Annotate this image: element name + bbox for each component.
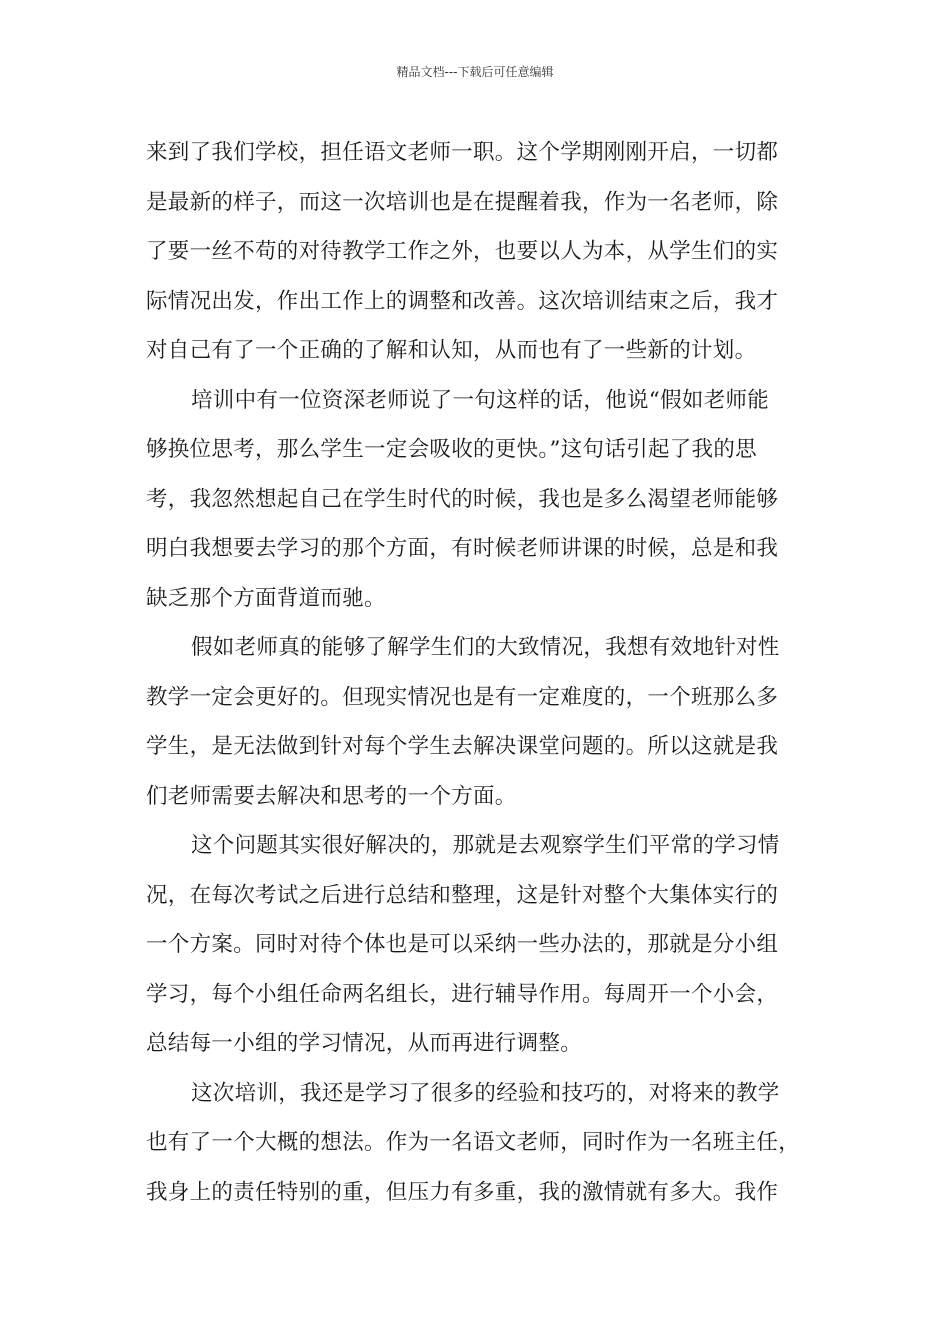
text-line: 们老师需要去解决和思考的一个方面。 bbox=[146, 783, 517, 809]
text-line: 来到了我们学校，担任语文老师一职。这个学期刚刚开启，一切都 bbox=[146, 140, 779, 165]
text-line: 考，我忽然想起自己在学生时代的时候，我也是多么渴望老师能够 bbox=[146, 486, 779, 512]
paragraph-4 bbox=[146, 821, 830, 1069]
text-line: 了要一丝不苟的对待教学工作之外，也要以人为本，从学生们的实 bbox=[146, 239, 779, 264]
paragraph-3 bbox=[146, 623, 830, 821]
text-line: 是最新的样子，而这一次培训也是在提醒着我，作为一名老师，除 bbox=[146, 189, 779, 215]
text-line: 也有了一个大概的想法。作为一名语文老师，同时作为一名班主任， bbox=[146, 1130, 801, 1155]
text-line: 培训中有一位资深老师说了一句这样的话，他说“假如老师能 bbox=[191, 387, 770, 413]
text-line: 学习，每个小组任命两名组长，进行辅导作用。每周开一个小会， bbox=[146, 981, 779, 1007]
text-line: 况，在每次考试之后进行总结和整理，这是针对整个大集体实行的 bbox=[146, 882, 779, 908]
page-header: 精品文档---下载后可任意编辑 bbox=[396, 65, 554, 79]
text-line: 缺乏那个方面背道而驰。 bbox=[146, 585, 386, 611]
document-body bbox=[146, 128, 830, 1217]
text-line: 教学一定会更好的。但现实情况也是有一定难度的，一个班那么多 bbox=[146, 684, 779, 710]
text-line: 一个方案。同时对待个体也是可以采纳一些办法的，那就是分小组 bbox=[146, 932, 779, 957]
text-line: 这次培训，我还是学习了很多的经验和技巧的，对将来的教学 bbox=[191, 1080, 780, 1106]
text-line: 对自己有了一个正确的了解和认知，从而也有了一些新的计划。 bbox=[146, 338, 757, 363]
text-line: 际情况出发，作出工作上的调整和改善。这次培训结束之后，我才 bbox=[146, 288, 779, 314]
paragraph-5 bbox=[146, 1069, 830, 1218]
paragraph-2 bbox=[146, 376, 830, 624]
text-line: 总结每一小组的学习情况，从而再进行调整。 bbox=[146, 1031, 583, 1056]
text-line: 我身上的责任特别的重，但压力有多重，我的激情就有多大。我作 bbox=[146, 1179, 779, 1205]
text-line: 够换位思考，那么学生一定会吸收的更快。”这句话引起了我的思 bbox=[146, 437, 757, 462]
text-line: 这个问题其实很好解决的，那就是去观察学生们平常的学习情 bbox=[191, 833, 780, 858]
text-line: 明白我想要去学习的那个方面，有时候老师讲课的时候，总是和我 bbox=[146, 536, 779, 561]
text-line: 假如老师真的能够了解学生们的大致情况，我想有效地针对性 bbox=[191, 635, 780, 660]
paragraph-1 bbox=[146, 128, 830, 376]
text-line: 学生，是无法做到针对每个学生去解决课堂问题的。所以这就是我 bbox=[146, 734, 779, 759]
